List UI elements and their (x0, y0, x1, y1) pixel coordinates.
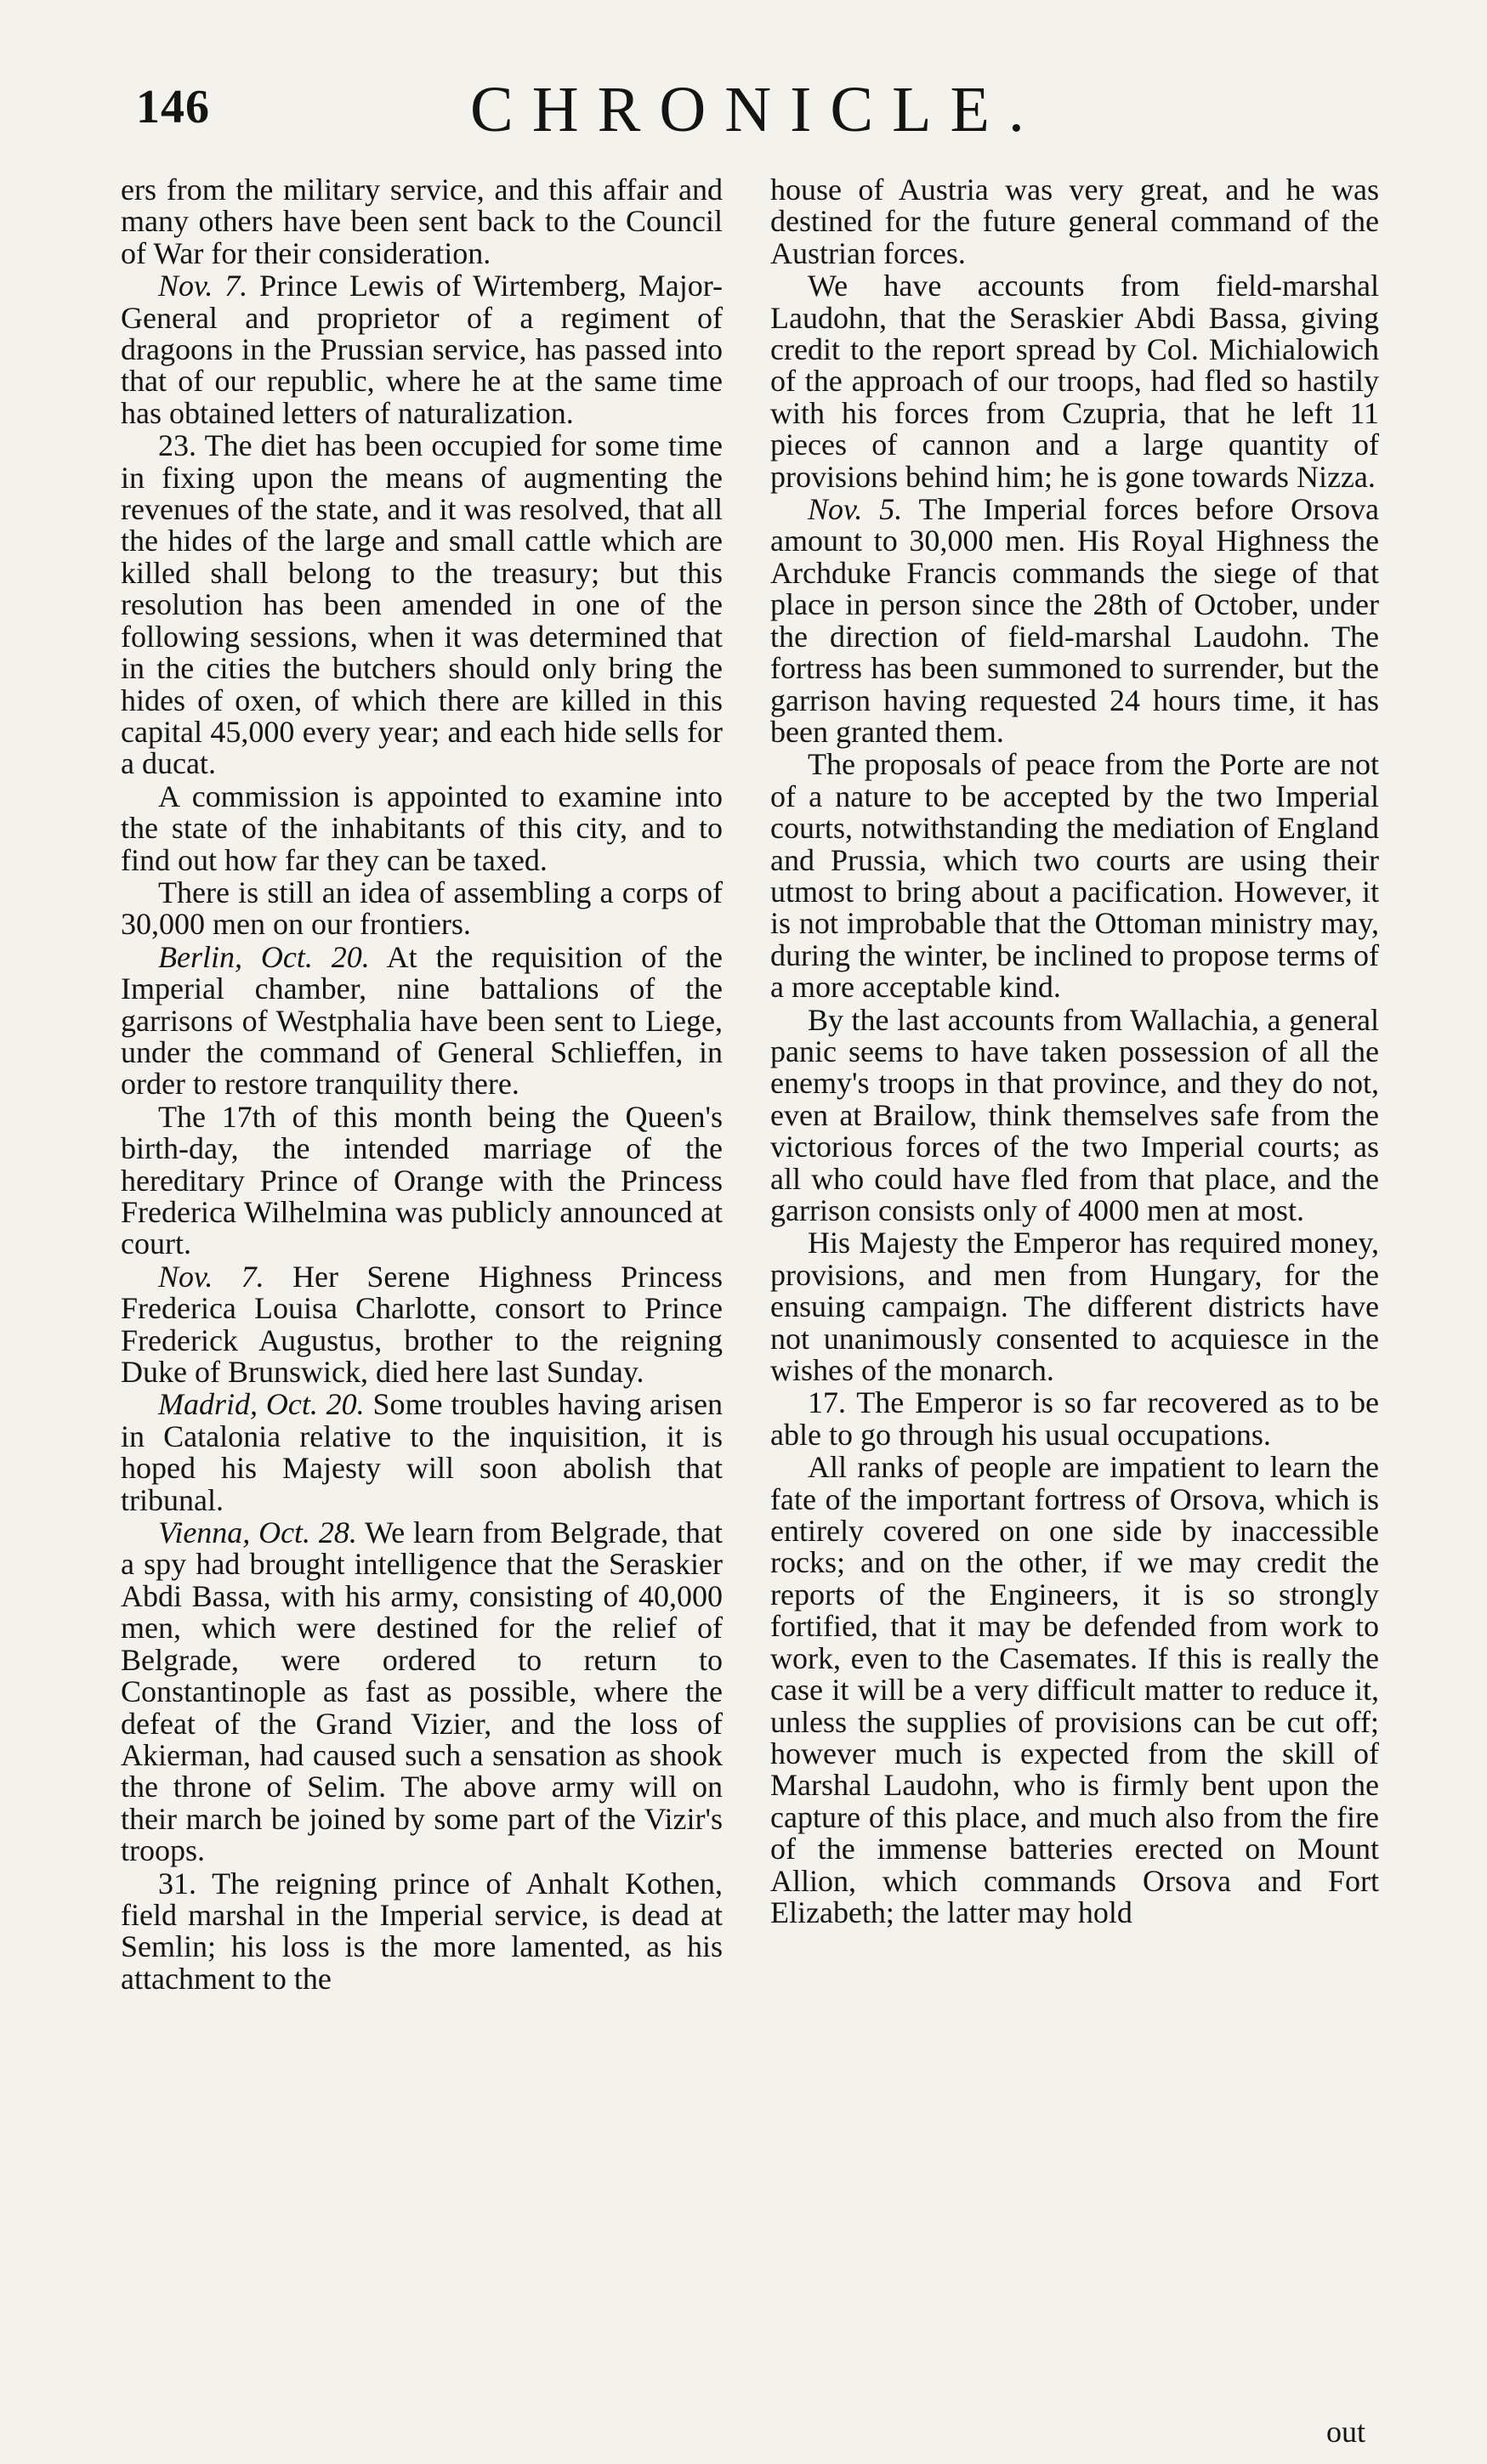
running-head: CHRONICLE. (470, 74, 1043, 145)
paragraph: Nov. 5. The Imperial forces before Orsova amount to 30,000 men. His Royal Highness the Archduke Francis commands the siege of that place in person since the 28th of October, under the direction of field-marshal Laudohn. The fortress has been summoned to surrender, but the garrison having requested 24 hours time, it has been granted them. (770, 492, 1379, 749)
paragraph: We have accounts from field-marshal Laudohn, that the Seraskier Abdi Bassa, giving credit to the report spread by Col. Michialowich of the approach of our troops, had fled so hastily with his forces from Czupria, that he left 11 pieces of cannon and a large quantity of provisions behind him; he is gone towards Nizza. (770, 269, 1379, 494)
catchword: out (1326, 2415, 1366, 2449)
dateline: Nov. 7. (158, 1259, 264, 1294)
paragraph: His Majesty the Emperor has required money, provisions, and men from Hungary, for the ensuing campaign. The different districts have not unanimously consented to acquiesce in the wishes of the monarch. (770, 1226, 1379, 1388)
left-column (121, 174, 723, 1995)
paragraph: Berlin, Oct. 20. At the requisition of the Imperial chamber, nine battalions of the garrisons of Westphalia have been sent to Liege, under the command of General Schlieffen, in order to restore tranquility there. (121, 939, 723, 1102)
paragraph: The 17th of this month being the Queen's birth-day, the intended marriage of the hereditary Prince of Orange with the Princess Frederica Wilhelmina was publicly announced at court. (121, 1099, 723, 1261)
paragraph: house of Austria was very great, and he was destined for the future general command of the Austrian forces. (770, 173, 1379, 270)
dateline: Madrid, Oct. 20. (158, 1387, 365, 1422)
dateline: Vienna, Oct. 28. (158, 1515, 357, 1550)
dateline: Nov. 7. (158, 269, 248, 303)
paragraph: A commission is appointed to examine into the state of the inhabitants of this city, and to find out how far they can be taxed. (121, 779, 723, 877)
paragraph: By the last accounts from Wallachia, a general panic seems to have taken possession of all the enemy's troops in that province, and they do not, even at Brailow, think themselves safe from the victorious forces of the two Imperial courts; as all who could have fled from that place, and the garrison consists only of 4000 men at most. (770, 1002, 1379, 1227)
paragraph: There is still an idea of assembling a corps of 30,000 men on our frontiers. (121, 875, 723, 942)
paragraph: All ranks of people are impatient to learn the fate of the important fortress of Orsova, which is entirely covered on one side by inaccessible rocks; and on the other, if we may credit the reports of the Engineers, it is so strongly fortified, that it may be defended from work to work, even to the Casemates. If this is really the case it will be a very difficult matter to reduce it, unless the supplies of provisions can be cut off; however much is expected from the skill of Marshal Laudohn, who is firmly bent upon the capture of this place, and much also from the fire of the immense batteries erected on Mount Allion, which commands Orsova and Fort Elizabeth; the latter may hold (770, 1450, 1379, 1929)
page-number: 146 (136, 81, 210, 133)
right-column (770, 174, 1379, 1929)
paragraph: Nov. 7. Prince Lewis of Wirtemberg, Major-General and proprietor of a regiment of dragoons in the Prussian service, has passed into that of our republic, where he at the same time has obtained letters of naturalization. (121, 269, 724, 430)
paragraph: Madrid, Oct. 20. Some troubles having arisen in Catalonia relative to the inquisition, it is hoped his Majesty will soon abolish that tribunal. (121, 1387, 724, 1517)
paragraph: 31. The reigning prince of Anhalt Kothen, field marshal in the Imperial service, is dead at Semlin; his loss is the more lamented, as his attachment to the (121, 1866, 723, 1996)
paragraph: 17. The Emperor is so far recovered as to be able to go through his usual occupations. (770, 1385, 1379, 1452)
dateline: Berlin, Oct. 20. (158, 939, 370, 974)
paragraph: Nov. 7. Her Serene Highness Princess Frederica Louisa Charlotte, consort to Prince Frederick Augustus, brother to the reigning Duke of Brunswick, died here last Sunday. (121, 1259, 723, 1390)
paragraph: The proposals of peace from the Porte are not of a nature to be accepted by the two Imperial courts, notwithstanding the mediation of England and Prussia, which two courts are using their utmost to bring about a pacification. However, it is not improbable that the Ottoman ministry may, during the winter, be inclined to propose terms of a more acceptable kind. (770, 747, 1379, 1005)
paragraph: Vienna, Oct. 28. We learn from Belgrade, that a spy had brought intelligence that the Seraskier Abdi Bassa, with his army, consisting of 40,000 men, which were destined for the relief of Belgrade, were ordered to return to Constantinople as fast as possible, where the defeat of the Grand Vizier, and the loss of Akierman, had caused such a sensation as shook the throne of Selim. The above army will on their march be joined by some part of the Vizir's troops. (121, 1515, 723, 1868)
paragraph: ers from the military service, and this affair and many others have been sent back to the Council of War for their consideration. (121, 173, 723, 270)
dateline: Nov. 5. (808, 492, 903, 527)
paragraph: 23. The diet has been occupied for some time in fixing upon the means of augmenting the revenues of the state, and it was resolved, that all the hides of the large and small cattle which are killed shall belong to the treasury; but this resolution has been amended in one of the following sessions, when it was determined that in the cities the butchers should only bring the hides of oxen, of which there are killed in this capital 45,000 every year; and each hide sells for a ducat. (121, 428, 723, 781)
